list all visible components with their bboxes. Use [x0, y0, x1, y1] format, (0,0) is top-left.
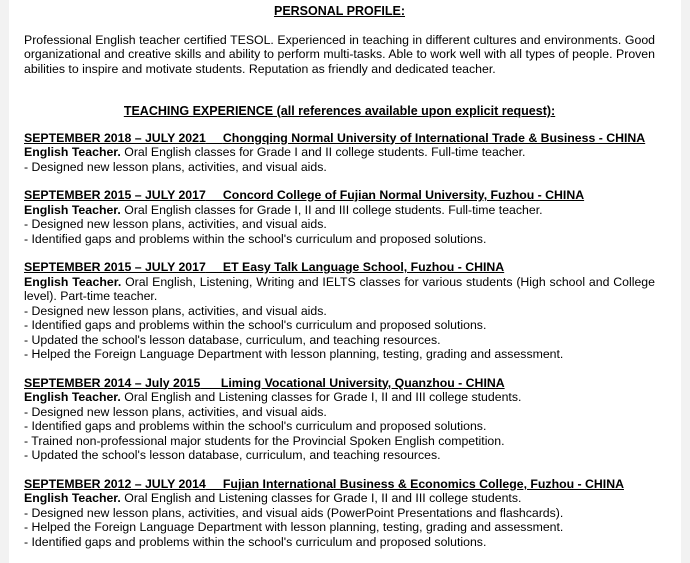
job-dates: SEPTEMBER 2015 – JULY 2017 — [24, 188, 206, 202]
job-description: Oral English and Listening classes for Grade I, II and III college students. — [124, 390, 522, 404]
job-role — [24, 203, 655, 218]
job-dates: SEPTEMBER 2012 – JULY 2014 — [24, 476, 206, 491]
job-title — [24, 131, 655, 146]
job-bullet: - Helped the Foreign Language Department with lesson planning, testing, grading and assessment. — [24, 520, 564, 534]
job-role-title: English Teacher. — [24, 390, 121, 404]
job-bullet: - Identified gaps and problems within the school's curriculum and proposed solutions. — [24, 318, 487, 332]
job-title — [24, 376, 655, 391]
profile-text: Professional English teacher certified TESOL. Experienced in teaching in different cultures and environments. Good organizational and creative skills and ability to perform multi-tasks. Able to work well with all types of people. Proven abilities to inspire and motivate students. Reputation as friendly and dedicated teacher. — [24, 32, 655, 76]
job-description: Oral English classes for Grade I and II college students. Full-time teacher. — [124, 145, 526, 159]
job-role-title: English Teacher. — [24, 491, 121, 505]
job-bullet: - Identified gaps and problems within the school's curriculum and proposed solutions. — [24, 231, 487, 246]
job-dates: SEPTEMBER 2015 – JULY 2017 — [24, 260, 206, 274]
experience-heading: TEACHING EXPERIENCE (all references available upon explicit request): — [123, 104, 556, 118]
job-institution: Fujian International Business & Economics College, Fuzhou - CHINA — [222, 476, 624, 491]
job-description: Oral English classes for Grade I, II and III college students. Full-time teacher. — [124, 202, 543, 217]
job-description: Oral English and Listening classes for Grade I, II and III college students. — [124, 491, 522, 505]
job-dates: SEPTEMBER 2018 – JULY 2021 — [24, 130, 206, 145]
job-bullet: - Identified gaps and problems within the school's curriculum and proposed solutions. — [24, 534, 487, 549]
job-title — [24, 260, 655, 275]
job-dates: SEPTEMBER 2014 – July 2015 — [24, 375, 201, 390]
job-institution: Chongqing Normal University of International Trade & Business - CHINA — [222, 130, 646, 145]
job-bullet: - Identified gaps and problems within the school's curriculum and proposed solutions. — [24, 419, 487, 433]
job-title — [24, 477, 655, 492]
job-entry — [24, 188, 655, 246]
jobs-list — [24, 119, 655, 550]
job-bullet: - Designed new lesson plans, activities, and visual aids. — [24, 159, 327, 174]
job-role — [24, 275, 655, 304]
job-role-title: English Teacher. — [24, 145, 121, 159]
job-role-title: English Teacher. — [24, 274, 122, 289]
job-entry — [24, 477, 655, 550]
job-bullet: - Updated the school's lesson database, curriculum, and teaching resources. — [24, 332, 441, 347]
job-role — [24, 145, 655, 160]
job-bullet: - Designed new lesson plans, activities, and visual aids (PowerPoint Presentations and flashcards). — [24, 505, 564, 520]
job-bullet: - Designed new lesson plans, activities, and visual aids. — [24, 404, 327, 419]
job-role-title: English Teacher. — [24, 202, 121, 217]
job-description: Oral English, Listening, Writing and IELTS classes for various students (High school and College level). Part-time teacher. — [24, 274, 655, 303]
job-bullet: - Updated the school's lesson database, curriculum, and teaching resources. — [24, 448, 441, 462]
job-entry — [24, 131, 655, 175]
job-role — [24, 390, 655, 405]
resume-content — [24, 4, 655, 549]
job-institution: Concord College of Fujian Normal University, Fuzhou - CHINA — [222, 188, 585, 202]
profile-heading: PERSONAL PROFILE: — [273, 4, 406, 18]
job-institution: ET Easy Talk Language School, Fuzhou - CHINA — [222, 260, 505, 274]
job-bullet: - Designed new lesson plans, activities, and visual aids. — [24, 217, 327, 231]
job-title — [24, 188, 655, 203]
job-bullet: - Designed new lesson plans, activities, and visual aids. — [24, 303, 327, 318]
job-entry — [24, 376, 655, 463]
job-institution: Liming Vocational University, Quanzhou - CHINA — [220, 375, 505, 390]
job-bullet: - Helped the Foreign Language Department with lesson planning, testing, grading and assessment. — [24, 347, 564, 361]
document-page — [9, 0, 681, 563]
job-role — [24, 491, 655, 506]
job-entry — [24, 260, 655, 362]
job-bullet: - Trained non-professional major students for the Provincial Spoken English competition. — [24, 433, 505, 448]
